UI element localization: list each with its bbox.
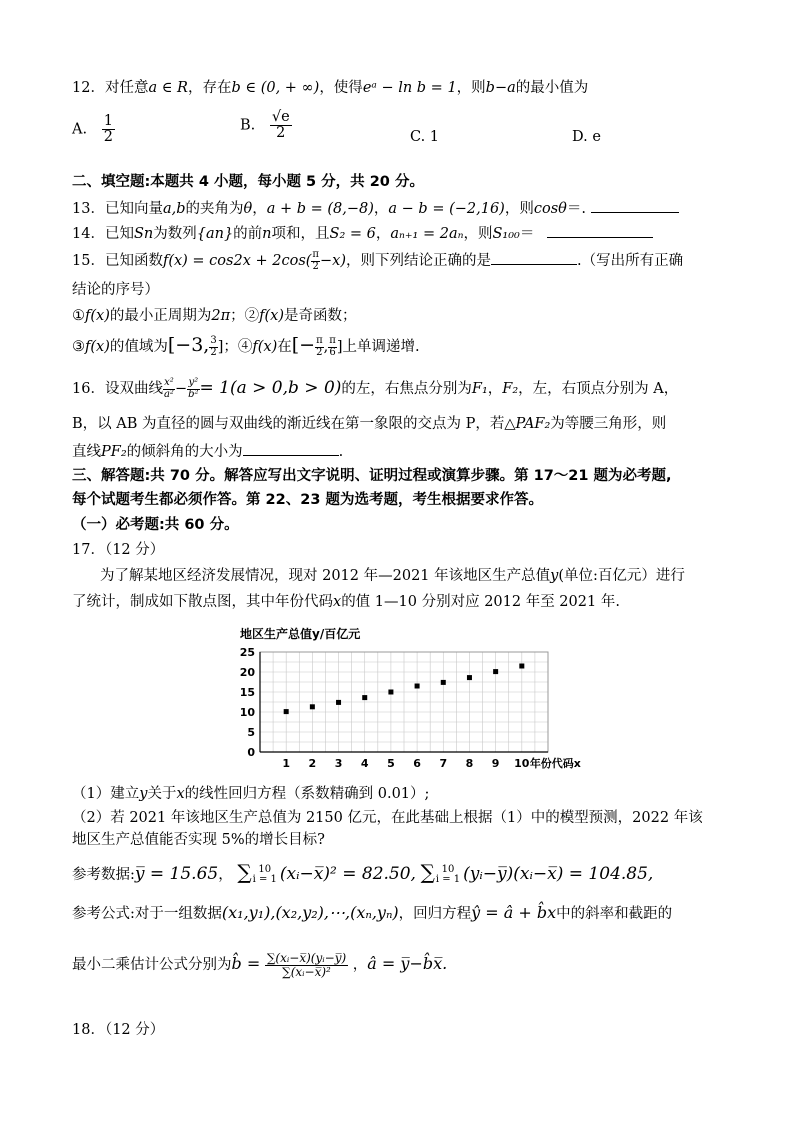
chart-grid	[260, 652, 548, 752]
y-tick-label: 10	[239, 706, 255, 719]
q12-option-b: B. $\frac{√e}{2}$	[240, 109, 290, 142]
y-tick-label: 5	[247, 726, 255, 739]
q15-stem: 15．已知函数f(x) = cos2x + 2cos( $\frac{\pi}{2}$ −x)，则下列结论正确的是 .（写出所有正确	[72, 249, 684, 272]
data-point	[441, 680, 446, 685]
q14-stem: 14．已知Sn为数列{an}的前n项和，且S₂ = 6，aₙ₊₁ = 2aₙ，则S₁₀₀＝	[72, 223, 653, 244]
data-point	[493, 669, 498, 674]
q17-head: 17．（12 分）	[72, 542, 165, 558]
data-point	[310, 704, 315, 709]
q17-least-squares: 最小二乘估计公式分别为b̂ = $\frac{\text{∑(xᵢ−x̅)(yᵢ−y̅)}}{\text{∑(xᵢ−x̅)²}}$ ，â = y̅−b̂x̅.	[72, 951, 448, 979]
section-3-title: 三、解答题:共 70 分。解答应写出文字说明、证明过程或演算步骤。第 17～21 题为必考题,	[72, 468, 672, 484]
section-3-sub: （一）必考题:共 60 分。	[72, 517, 239, 533]
x-tick-label: 3	[334, 757, 343, 770]
section-3-title-line2: 每个试题考生都必须作答。第 22、23 题为选考题，考生根据要求作答。	[72, 492, 543, 508]
q15-items-3-4: ③f(x)的值域为[−3, $\frac{3}{2}$ ]；④f(x)在[− $\frac{\pi}{2}$ , $\frac{\pi}{6}$ ]上单调递增.	[72, 334, 420, 358]
q16-stem: 16．设双曲线 $\frac{\text{x²}}{\text{a²}}$ − $\frac{\text{y²}}{\text{b²}}$ = 1(a > 0,b > 0)的左，右焦点分别为F₁，F₂，左，右顶点分别为 A，	[72, 377, 679, 400]
x-tick-label: 8	[465, 757, 474, 770]
q17-sub2: （2）若 2021 年该地区生产总值为 2150 亿元，在此基础上根据（1）中的模型预测，2022 年该	[72, 810, 703, 826]
data-point	[415, 684, 420, 689]
q16-stem-line3: 直线PF₂的倾斜角的大小为 .	[72, 441, 343, 462]
x-tick-label: 1	[282, 757, 291, 770]
q17-sub2-line2: 地区生产总值能否实现 5%的增长目标?	[72, 832, 325, 848]
data-point	[388, 690, 393, 695]
x-tick-label: 7	[439, 757, 448, 770]
q17-para2: 了统计，制成如下散点图，其中年份代码x的值 1—10 分别对应 2012 年至 2021 年.	[72, 594, 620, 610]
data-point	[336, 700, 341, 705]
q18-head: 18．（12 分）	[72, 1022, 165, 1038]
q15-items-1-2: ①f(x)的最小正周期为2π；②f(x)是奇函数；	[72, 308, 357, 324]
q13-answer-blank[interactable]	[591, 198, 679, 213]
x-tick-label: 2	[308, 757, 317, 770]
chart-y-ticks	[240, 646, 256, 759]
q17-reference-formula: 参考公式:对于一组数据(x₁,y₁),(x₂,y₂),⋯,(xₙ,yₙ)，回归方程ŷ = â + b̂x中的斜率和截距的	[72, 903, 673, 922]
q17-para1: 为了解某地区经济发展情况，现对 2012 年—2021 年该地区生产总值y(单位:百亿元）进行	[100, 568, 685, 584]
chart-x-label: 年份代码x	[529, 757, 581, 770]
scatter-chart	[232, 622, 581, 772]
y-tick-label: 15	[239, 686, 255, 699]
q15-stem-line2: 结论的序号）	[72, 282, 159, 298]
q13-stem: 13．已知向量a,b的夹角为θ，a + b = (8,−8)，a − b = (−2,16)，则cosθ＝.	[72, 198, 679, 219]
x-tick-label: 9	[491, 757, 500, 770]
data-point	[519, 664, 524, 669]
x-tick-label: 5	[387, 757, 395, 770]
y-tick-label: 0	[247, 746, 255, 759]
q16-answer-blank[interactable]	[243, 441, 339, 456]
q17-sub1: （1）建立y关于x的线性回归方程（系数精确到 0.01）;	[72, 786, 430, 802]
y-tick-label: 20	[239, 666, 255, 679]
q15-answer-blank[interactable]	[491, 250, 577, 265]
x-tick-label: 4	[360, 757, 369, 770]
q16-stem-line2: B，以 AB 为直径的圆与双曲线的渐近线在第一象限的交点为 P，若△PAF₂为等腰三角形，则	[72, 416, 667, 432]
q17-reference-data: 参考数据:y̅ = 15.65， ∑ 10 i = 1 (xᵢ−x̅)² = 82.50, ∑ 10 i = 1 (yᵢ−y̅)(xᵢ−x̅) = 104.85,	[72, 860, 654, 885]
q12-stem: 12．对任意a ∈ R，存在b ∈ (0, + ∞)，使得eᵃ − ln b = 1，则b−a的最小值为	[72, 80, 589, 96]
q14-answer-blank[interactable]	[547, 223, 653, 238]
q12-option-c: C. 1	[410, 129, 440, 145]
data-point	[467, 675, 472, 680]
x-tick-label: 10	[514, 757, 530, 770]
data-point	[362, 695, 367, 700]
q12-option-d: D. e	[572, 129, 601, 145]
data-point	[284, 709, 289, 714]
chart-x-ticks	[282, 757, 529, 770]
section-2-title: 二、填空题:本题共 4 小题，每小题 5 分，共 20 分。	[72, 174, 424, 190]
q12-option-a: A. $\frac{1}{2}$	[72, 113, 113, 146]
chart-title: 地区生产总值y/百亿元	[240, 627, 361, 641]
y-tick-label: 25	[239, 646, 255, 659]
x-tick-label: 6	[413, 757, 421, 770]
